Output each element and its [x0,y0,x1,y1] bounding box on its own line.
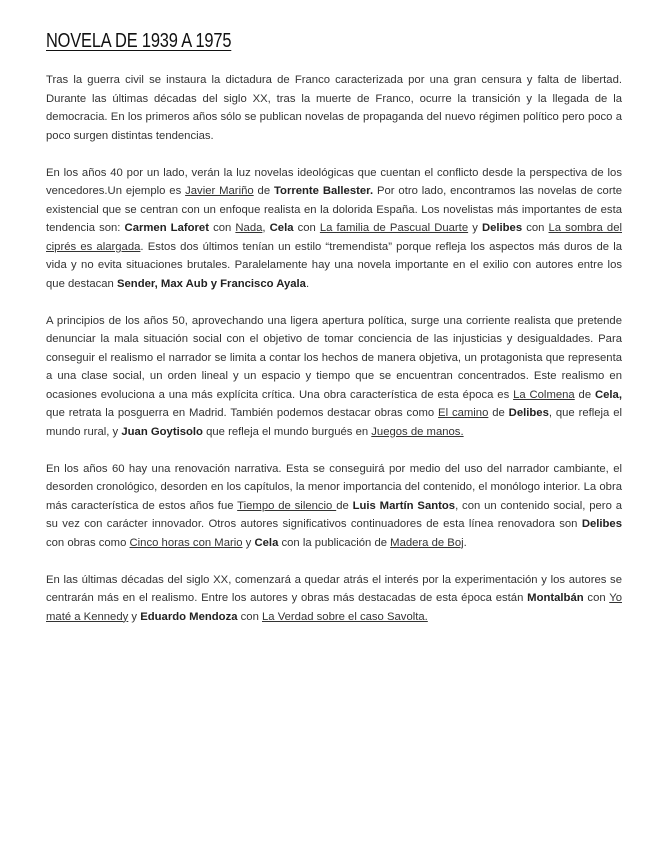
author-name: Cela [254,536,279,549]
paragraph [46,164,622,294]
work-title: La Colmena [513,388,575,401]
work-title: La sombra del ciprés es alargada [46,222,622,253]
work-title: La Verdad sobre el caso Savolta. [262,610,428,623]
work-title: Tiempo de silencio [237,499,337,512]
text-run: . [463,536,467,549]
text-run: de [336,499,353,512]
text-run: En los años 60 hay una renovación narrativa. Esta se conseguirá por medio del uso del narrador cambiante, el desorden cronológico, desorden en los capítulos, la menor importancia del contenido, el monólogo interior. La obra más característica de estos años fue [46,462,622,512]
text-run: , que refleja el mundo rural, y [46,407,622,438]
work-title: Javier Mariño [185,185,254,197]
text-run: con obras como [46,536,130,549]
work-title: El camino [438,407,489,419]
text-run: . [305,277,310,290]
author-name: Montalbán [527,592,584,604]
author-name: Eduardo Mendoza [140,610,238,623]
text-run: con [208,222,236,234]
text-run: , [262,222,270,234]
work-title: Madera de Boj [390,536,464,549]
author-name: Carmen Laforet [124,222,209,234]
work-title: Yo maté a Kennedy [46,592,622,623]
document-page [46,30,622,645]
text-run: Por otro lado, encontramos las novelas de corte existencial que se centran con un enfoque realista en la dolorida España. Los novelistas más importantes de esta tendencia son: [46,185,623,234]
text-run: que retrata la posguerra en Madrid. También podemos destacar obras como [46,407,439,419]
author-name: Cela, [594,388,622,401]
text-run: y [468,222,482,234]
text-run: En los años 40 por un lado, verán la luz novelas ideológicas que cuentan el conflicto desde la perspectiva de los vencedores.Un ejemplo es [46,166,622,197]
work-title: Juegos de manos. [371,425,464,438]
paragraph [46,312,622,442]
text-run: Tras la guerra civil se instaura la dictadura de Franco caracterizada por una gran censura y falta de libertad. Durante las últimas décadas del siglo XX, tras la muerte de Franco, ocurre la transición y la llegada de la democracia. En los primeros años sólo se publican novelas de propaganda del nuevo régimen político pero poco a poco surgen distintas tendencias. [46,74,622,142]
paragraph [46,571,622,627]
text-run: A principios de los años 50, aprovechando una ligera apertura política, surge una corriente realista que pretende denunciar la mala situación social con el objetivo de tomar conciencia de las injusticias y desigualdades. Para conseguir el realismo el narrador se limita a contar los hechos de manera objetiva, un protagonista que representa a una clase social, un orden lineal y un espacio y tiempo que se encuentran concentrados. Este realismo en ocasiones evoluciona a una más explícita crítica. Una obra característica de esta época es [46,314,622,401]
paragraph [46,71,622,145]
text-run: con la publicación de [278,536,391,549]
work-title: Cinco horas con Mario [129,536,243,549]
author-name: Cela [269,222,294,234]
paragraph [46,460,622,553]
text-run: de [253,185,274,197]
text-run: y [242,536,255,549]
text-run: con [293,222,320,234]
text-run: con [237,610,262,623]
author-name: Torrente Ballester. [273,185,374,197]
text-run: de [574,388,595,401]
text-run: En las últimas décadas del siglo XX, comenzará a quedar atrás el interés por la experimentación y los autores se centrarán más en el realismo. Entre los autores y obras más destacadas de esta época están [46,573,622,604]
author-name: Delibes [581,518,622,530]
work-title: La familia de Pascual Duarte [319,222,469,234]
author-name: Delibes [481,222,523,234]
author-name: Juan Goytisolo [121,425,203,438]
text-run: con [522,222,549,234]
text-run: y [128,610,141,623]
author-name: Sender, Max Aub y Francisco Ayala [116,277,306,290]
work-title: Nada [235,222,263,234]
page-title: NOVELA DE 1939 A 1975 [46,30,232,52]
author-name: Delibes [508,407,549,419]
document-body [46,71,622,626]
text-run: que refleja el mundo burgués en [202,425,372,438]
text-run: . Estos dos últimos tenían un estilo “tremendista” porque refleja los aspectos más duros de la vida y no evita situaciones brutales. Paralelamente hay una novela importante en el exilio con autores entre los que destacan [46,240,623,290]
author-name: Luis Martín Santos [352,499,456,512]
text-run: , con un contenido social, pero a su vez con carácter innovador. Otros autores significativos continuadores de esta línea renovadora son [46,499,622,530]
text-run: con [583,592,610,604]
text-run: de [488,407,509,419]
